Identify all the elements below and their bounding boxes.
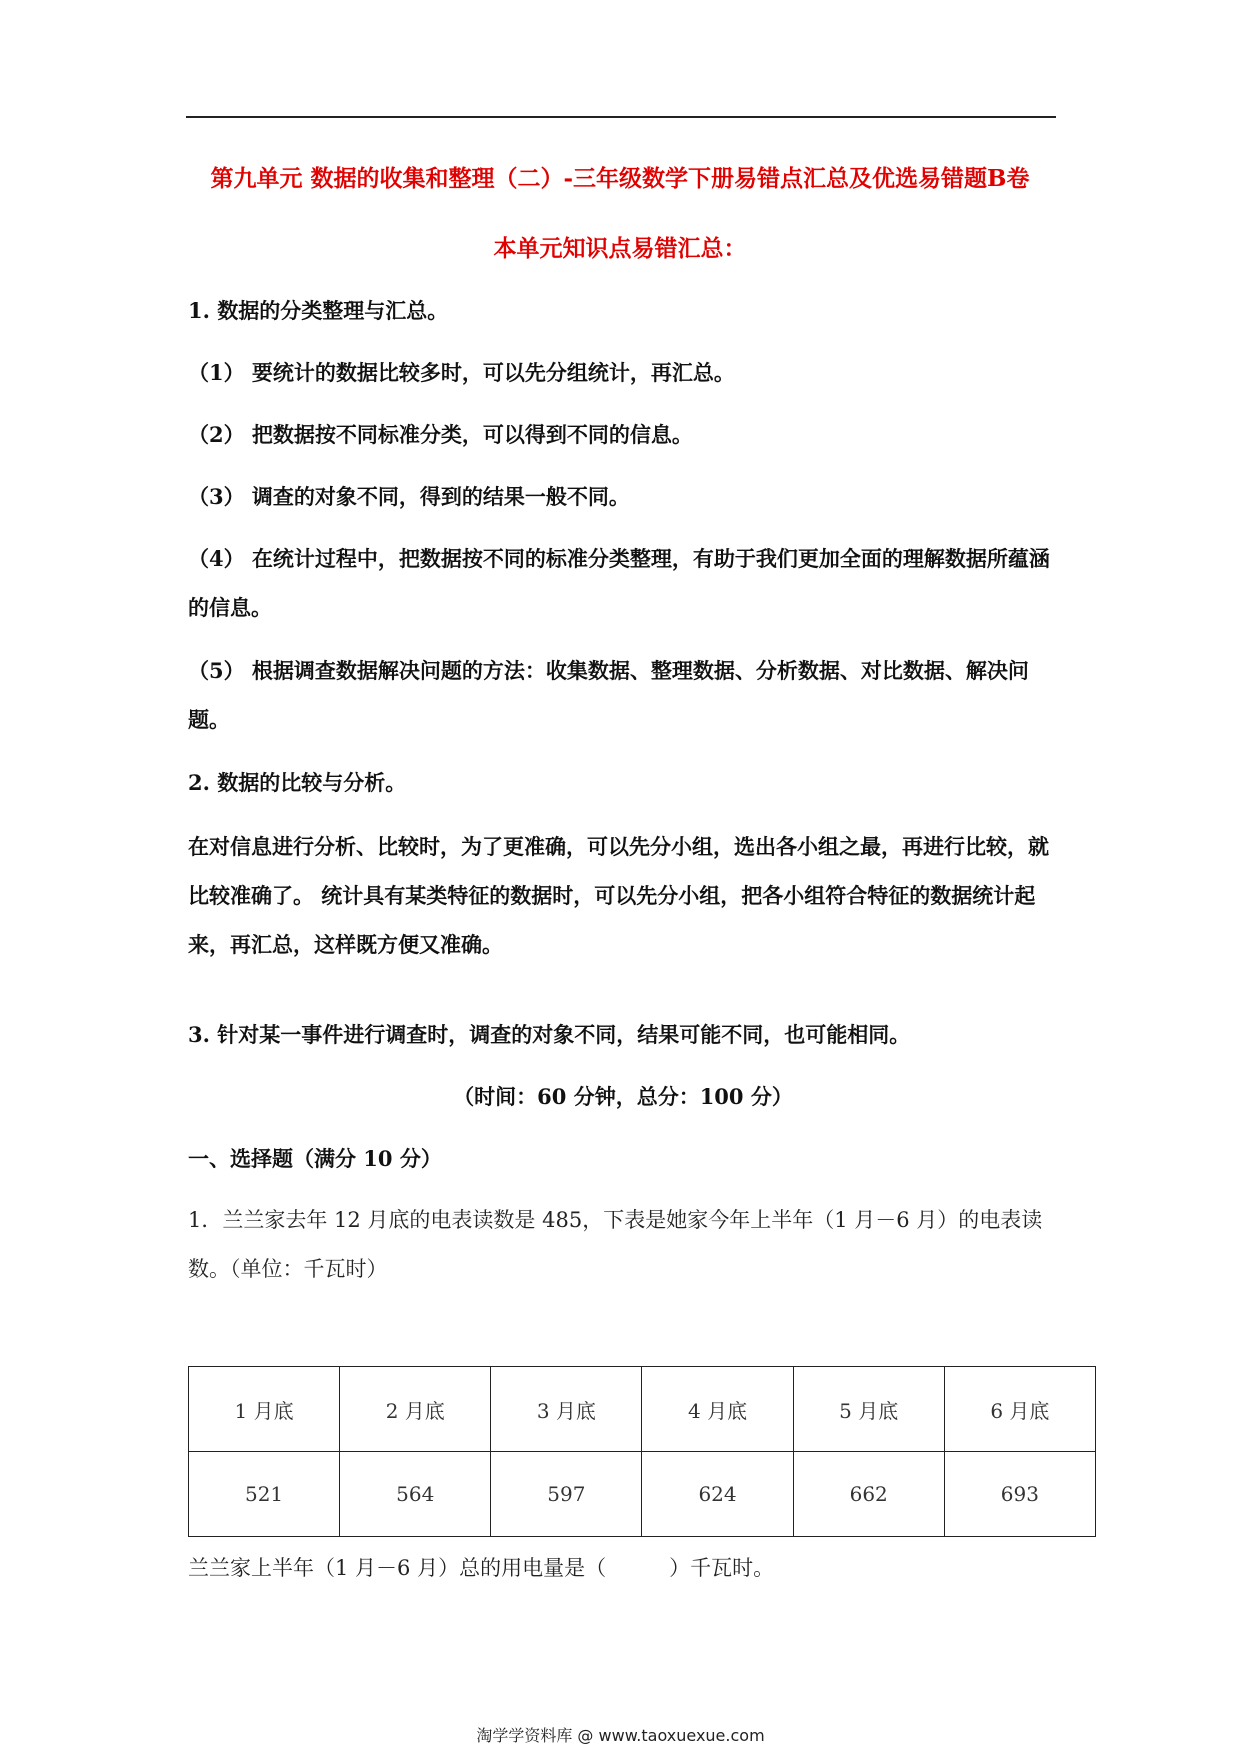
table-cell: 624 xyxy=(642,1452,793,1537)
part-one-heading: 一、选择题（满分 10 分） xyxy=(188,1146,442,1171)
document-title: 第九单元 数据的收集和整理（二）-三年级数学下册易错点汇总及优选易错题B卷 xyxy=(210,165,1030,192)
point-1-item-2: （2） 把数据按不同标准分类，可以得到不同的信息。 xyxy=(188,422,693,447)
table-cell: 597 xyxy=(491,1452,642,1537)
table-cell: 521 xyxy=(189,1452,340,1537)
table-value-row xyxy=(189,1452,1096,1537)
exam-info: （时间：60 分钟，总分：100 分） xyxy=(453,1084,793,1109)
point-1-item-4: （4） 在统计过程中，把数据按不同的标准分类整理，有助于我们更加全面的理解数据所蕴涵的信息。 xyxy=(188,546,1050,620)
point-1-item-1: （1） 要统计的数据比较多时，可以先分组统计，再汇总。 xyxy=(188,360,735,385)
point-2-heading: 2. 数据的比较与分析。 xyxy=(188,770,407,795)
point-2-body: 在对信息进行分析、比较时，为了更准确，可以先分小组，选出各小组之最，再进行比较，就比较准确了。 统计具有某类特征的数据时，可以先分小组，把各小组符合特征的数据统计起来，再汇总，这样既方便又准确。 xyxy=(188,834,1049,957)
table-cell: 693 xyxy=(944,1452,1095,1537)
point-1-heading: 1. 数据的分类整理与汇总。 xyxy=(188,298,449,323)
question-1-prompt: 兰兰家上半年（1 月－6 月）总的用电量是（ ）千瓦时。 xyxy=(188,1556,775,1580)
section-subtitle: 本单元知识点易错汇总： xyxy=(493,235,747,262)
table-header-row xyxy=(189,1367,1096,1452)
point-1-item-3: （3） 调查的对象不同，得到的结果一般不同。 xyxy=(188,484,630,509)
table-cell: 1 月底 xyxy=(189,1367,340,1452)
question-1-text: 1．兰兰家去年 12 月底的电表读数是 485，下表是她家今年上半年（1 月－6 月）的电表读数。（单位：千瓦时） xyxy=(188,1208,1043,1281)
meter-readings-table xyxy=(188,1366,1096,1537)
table-cell: 2 月底 xyxy=(340,1367,491,1452)
table-cell: 6 月底 xyxy=(944,1367,1095,1452)
footer-watermark: 淘学学资料库 @ www.taoxuexue.com xyxy=(476,1726,765,1745)
header-rule xyxy=(186,116,1056,118)
table-cell: 3 月底 xyxy=(491,1367,642,1452)
table-cell: 4 月底 xyxy=(642,1367,793,1452)
table-cell: 5 月底 xyxy=(793,1367,944,1452)
table-cell: 662 xyxy=(793,1452,944,1537)
table-cell: 564 xyxy=(340,1452,491,1537)
point-1-item-5: （5） 根据调查数据解决问题的方法：收集数据、整理数据、分析数据、对比数据、解决问题。 xyxy=(188,658,1029,732)
point-3-heading: 3. 针对某一事件进行调查时，调查的对象不同，结果可能不同，也可能相同。 xyxy=(188,1022,911,1047)
